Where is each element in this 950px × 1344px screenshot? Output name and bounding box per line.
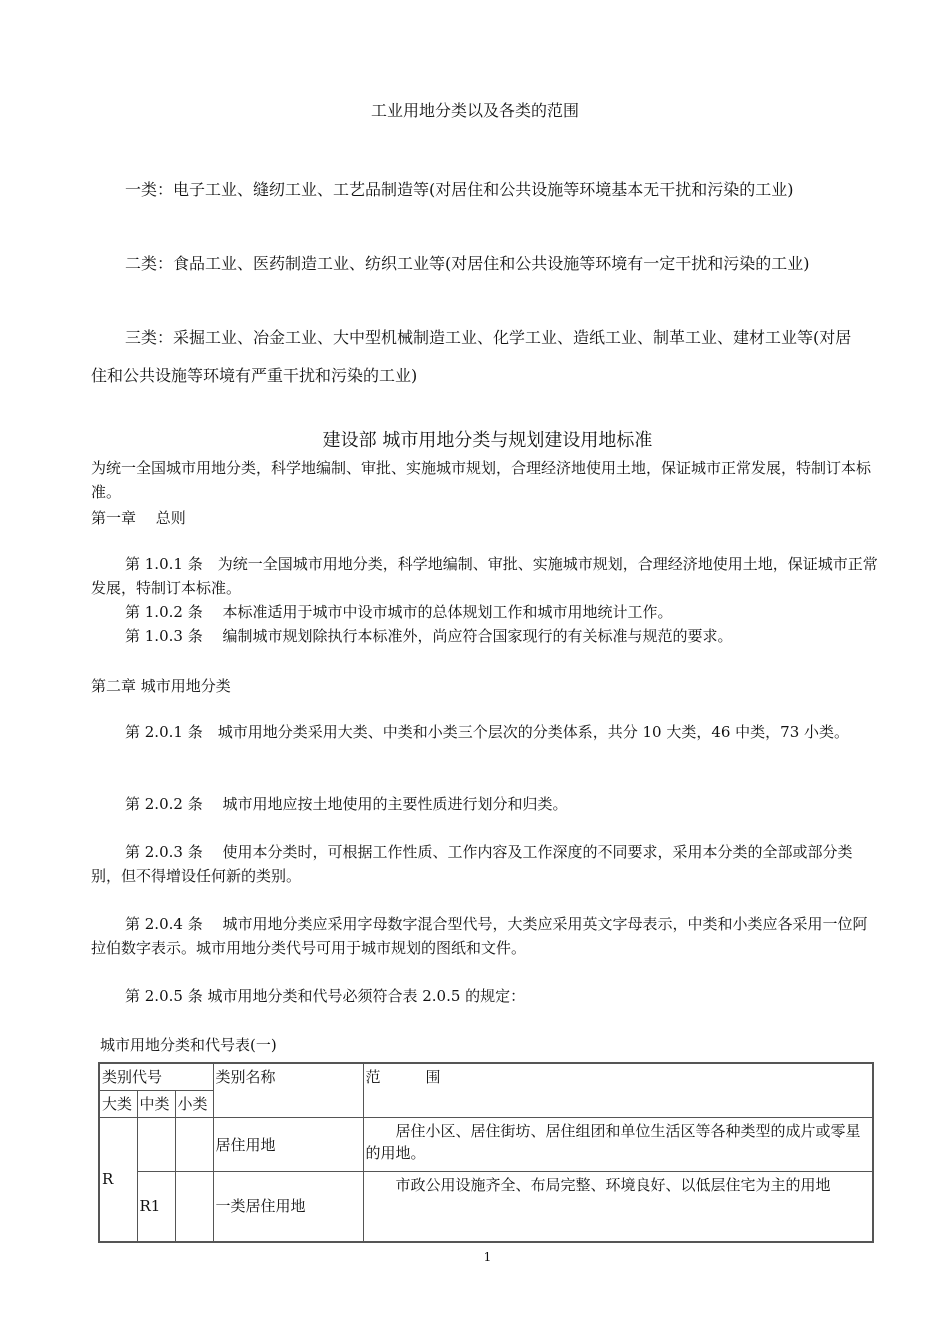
standard-title: 建设部 城市用地分类与规划建设用地标准: [322, 430, 653, 451]
mid-class-cell: R1: [137, 1172, 175, 1242]
chapter-1-heading: 第一章 总则: [91, 509, 186, 527]
article-2-0-4: 第 2.0.4 条 城市用地分类应采用字母数字混合型代号，大类应采用英文字母表示，中类和小类应各采用一位阿拉伯数字表示。城市用地分类代号可用于城市规划的图纸和文件。: [91, 915, 868, 957]
industrial-class-1: 一类：电子工业、缝纫工业、工艺品制造等(对居住和公共设施等环境基本无干扰和污染的工业): [125, 180, 794, 199]
header-code: 类别代号: [99, 1063, 213, 1091]
intro-paragraph: 为统一全国城市用地分类，科学地编制、审批、实施城市规划，合理经济地使用土地，保证城市正常发展，特制订本标准。: [91, 459, 872, 501]
mid-class-cell: [137, 1118, 175, 1172]
category-name-cell: 居住用地: [213, 1118, 363, 1172]
header-name: 类别名称: [213, 1063, 363, 1118]
article-2-0-2: 第 2.0.2 条 城市用地应按土地使用的主要性质进行划分和归类。: [125, 795, 568, 813]
scope-cell: 居住小区、居住街坊、居住组团和单位生活区等各种类型的成片或零星的用地。: [363, 1118, 873, 1172]
category-name-cell: 一类居住用地: [213, 1172, 363, 1242]
article-2-0-1: 第 2.0.1 条 城市用地分类采用大类、中类和小类三个层次的分类体系，共分 10 大类，46 中类，73 小类。: [125, 723, 850, 741]
article-1-0-1: 第 1.0.1 条 为统一全国城市用地分类，科学地编制、审批、实施城市规划，合理经济地使用土地，保证城市正常发展，特制订本标准。: [91, 555, 878, 597]
page-number: 1: [483, 1250, 492, 1264]
header-small-class: 小类: [175, 1091, 213, 1118]
article-1-0-2: 第 1.0.2 条 本标准适用于城市中设市城市的总体规划工作和城市用地统计工作。: [125, 603, 673, 621]
small-class-cell: [175, 1172, 213, 1242]
table-row: [99, 1172, 873, 1242]
big-class-cell: R: [99, 1118, 137, 1242]
chapter-2-heading: 第二章 城市用地分类: [91, 677, 231, 695]
table-row: [99, 1118, 873, 1172]
table-caption: 城市用地分类和代号表(一): [100, 1036, 277, 1054]
article-2-0-5: 第 2.0.5 条 城市用地分类和代号必须符合表 2.0.5 的规定：: [125, 987, 526, 1005]
article-1-0-3: 第 1.0.3 条 编制城市规划除执行本标准外，尚应符合国家现行的有关标准与规范的要求。: [125, 627, 733, 645]
land-use-code-table: [98, 1062, 874, 1243]
small-class-cell: [175, 1118, 213, 1172]
article-2-0-3: 第 2.0.3 条 使用本分类时，可根据工作性质、工作内容及工作深度的不同要求，采用本分类的全部或部分类别，但不得增设任何新的类别。: [91, 843, 853, 885]
header-scope: 范 围: [363, 1063, 873, 1118]
industrial-class-3-line1: 三类：采掘工业、冶金工业、大中型机械制造工业、化学工业、造纸工业、制革工业、建材工业等(对居: [125, 328, 852, 347]
industrial-class-3-line2: 住和公共设施等环境有严重干扰和污染的工业): [91, 366, 418, 385]
table-header-row: [99, 1063, 873, 1091]
document-title: 工业用地分类以及各类的范围: [370, 101, 579, 120]
scope-cell: 市政公用设施齐全、布局完整、环境良好、以低层住宅为主的用地: [363, 1172, 873, 1242]
header-mid-class: 中类: [137, 1091, 175, 1118]
industrial-class-2: 二类：食品工业、医药制造工业、纺织工业等(对居住和公共设施等环境有一定干扰和污染的工业): [125, 254, 810, 273]
header-big-class: 大类: [99, 1091, 137, 1118]
